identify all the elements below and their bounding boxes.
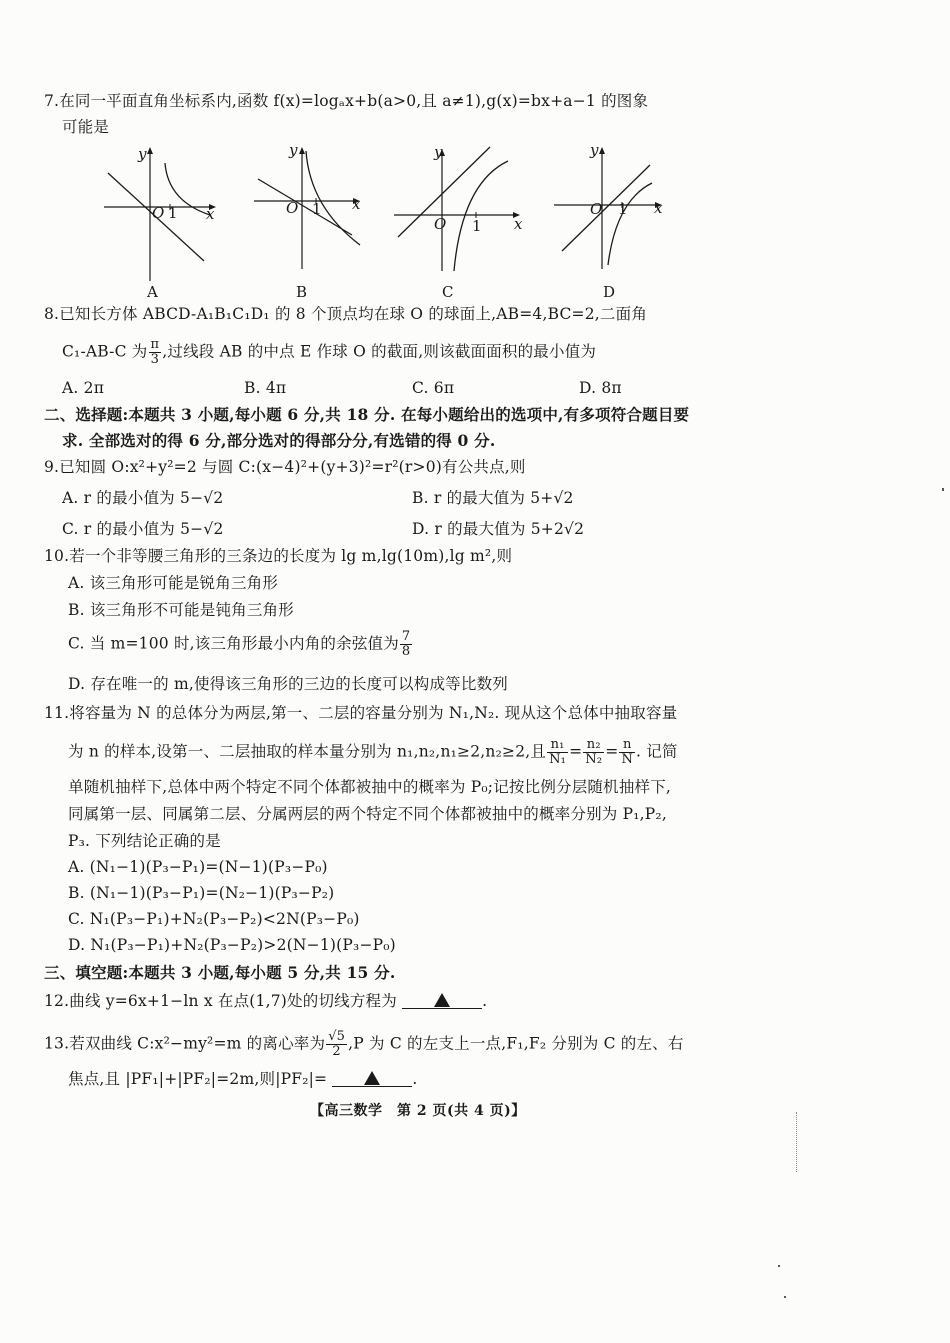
graph-d-y-label: y [590,141,599,159]
graph-d-origin: O [590,200,603,218]
graph-a-one: 1 [168,204,178,222]
q11-f1-den: N₁ [549,752,567,767]
q12-stem [44,990,487,1012]
q13-line1-a: 13.若双曲线 C:x²−my²=m 的离心率为 [44,1034,326,1053]
q11-line4: 同属第一层、同属第二层、分属两层的两个特定不同个体都被抽中的概率分别为 P₁,P₂, [68,805,667,823]
section2-heading-line1: 二、选择题:本题共 3 小题,每小题 6 分,共 18 分. 在每小题给出的选项中,有多项符合题目要 [44,405,690,424]
graph-a-x-label: x [206,205,215,223]
q13-line1 [44,1030,684,1059]
graph-b-one: 1 [312,200,322,218]
q8-frac-num: π [150,337,160,352]
q11-f1-num: n₁ [547,738,568,753]
q13-line2-text: 焦点,且 |PF₁|+|PF₂|=2m,则|PF₂|= [68,1070,328,1088]
q11-line3: 单随机抽样下,总体中两个特定不同个体都被抽中的概率为 P₀;记按比例分层随机抽样下, [68,778,672,796]
q13-line1-b: ,P 为 C 的左支上一点,F₁,F₂ 分别为 C 的左、右 [348,1034,684,1053]
q8-fraction [149,338,162,367]
q9-option-b: B. r 的最大值为 5+√2 [412,489,574,507]
graph-d-letter: D [603,283,616,301]
q8-option-d: D. 8π [579,379,622,397]
q7-graph-a [100,143,220,303]
q8-option-b: B. 4π [244,379,287,397]
graph-a-letter: A [147,283,158,301]
q10-option-c-text: C. 当 m=100 时,该三角形最小内角的余弦值为 [68,634,399,653]
q13-end: . [412,1070,418,1088]
graph-b-x-label: x [352,195,361,213]
graph-b-y-label: y [289,141,298,159]
q10-option-d: D. 存在唯一的 m,使得该三角形的三边的长度可以构成等比数列 [68,675,508,693]
graph-c-origin: O [434,215,447,233]
q11-eq-2: = [605,742,619,761]
q8-stem-line2 [62,338,596,367]
graph-d-x-label: x [654,199,663,217]
graph-a-origin: O [152,204,165,222]
q11-option-b: B. (N₁−1)(P₃−P₁)=(N₂−1)(P₃−P₂) [68,884,335,902]
q11-f3-num: n [619,738,635,753]
q11-f2-den: N₂ [585,752,603,767]
q10-stem: 10.若一个非等腰三角形的三条边的长度为 lg m,lg(10m),lg m²,则 [44,547,513,565]
q7-graph-d [552,143,672,303]
q10-option-b: B. 该三角形不可能是钝角三角形 [68,601,294,619]
q9-option-a: A. r 的最小值为 5−√2 [62,489,224,507]
graph-d-one: 1 [618,200,628,218]
q11-line1: 11.将容量为 N 的总体分为两层,第一、二层的容量分别为 N₁,N₂. 现从这个总体中抽取容量 [44,704,678,722]
q11-option-a: A. (N₁−1)(P₃−P₁)=(N−1)(P₃−P₀) [68,858,328,876]
q10-frac-num: 7 [401,629,411,644]
graph-c-one: 1 [472,217,482,235]
graph-b-origin: O [286,199,299,217]
q13-answer-blank[interactable] [332,1068,412,1087]
q11-line5: P₃. 下列结论正确的是 [68,832,221,850]
q8-line2-b: ,过线段 AB 的中点 E 作球 O 的截面,则该截面面积的最小值为 [162,342,597,361]
q9-stem: 9.已知圆 O:x²+y²=2 与圆 C:(x−4)²+(y+3)²=r²(r>0)有公共点,则 [44,458,526,476]
q11-frac-1 [547,738,568,767]
q11-line2 [68,738,678,767]
q7-graph-c [390,143,530,303]
scan-speck [784,1296,786,1298]
q11-frac-2 [583,738,604,767]
q11-line2-b: . 记简 [636,742,678,761]
q13-line2 [68,1068,418,1090]
q12-answer-blank[interactable] [402,990,482,1009]
q8-frac-den: 3 [150,352,160,367]
q11-f2-num: n₂ [583,738,604,753]
q11-f3-den: N [621,752,634,767]
q11-line2-a: 为 n 的样本,设第一、二层抽取的样本量分别为 n₁,n₂,n₁≥2,n₂≥2,且 [68,742,547,761]
q8-option-c: C. 6π [412,379,455,397]
q13-fraction [326,1030,347,1059]
graph-b-letter: B [296,283,308,301]
q13-frac-den: 2 [332,1044,341,1059]
q11-option-d: D. N₁(P₃−P₁)+N₂(P₃−P₂)>2(N−1)(P₃−P₀) [68,936,396,954]
q11-eq-1: = [569,742,583,761]
q12-text: 12.曲线 y=6x+1−ln x 在点(1,7)处的切线方程为 [44,992,397,1010]
q10-option-c-fraction [400,630,412,659]
q10-option-a: A. 该三角形可能是锐角三角形 [68,574,279,592]
page-footer: 【高三数学 第 2 页(共 4 页)】 [310,1103,526,1119]
section3-heading: 三、填空题:本题共 3 小题,每小题 5 分,共 15 分. [44,963,396,982]
graph-c-y-label: y [434,143,443,161]
triangle-icon [364,1071,380,1085]
q7-stem-line1: 7.在同一平面直角坐标系内,函数 f(x)=logₐx+b(a>0,且 a≠1),g(x)=bx+a−1 的图象 [44,92,649,110]
q11-option-c: C. N₁(P₃−P₁)+N₂(P₃−P₂)<2N(P₃−P₀) [68,910,360,928]
q13-frac-num: √5 [328,1029,346,1044]
scan-speck [942,488,944,491]
q9-option-d: D. r 的最大值为 5+2√2 [412,520,585,538]
triangle-icon [434,993,450,1007]
q8-stem-line1: 8.已知长方体 ABCD-A₁B₁C₁D₁ 的 8 个顶点均在球 O 的球面上,AB=4,BC=2,二面角 [44,305,648,323]
graph-c-letter: C [442,283,454,301]
scan-speck [778,1265,780,1267]
q12-end: . [482,992,488,1010]
q8-line2-a: C₁-AB-C 为 [62,342,148,361]
graph-c-x-label: x [514,215,523,233]
q7-graph-b [252,143,372,303]
q9-option-c: C. r 的最小值为 5−√2 [62,520,224,538]
q10-option-c [68,630,413,659]
section2-heading-line2: 求. 全部选对的得 6 分,部分选对的得部分分,有选错的得 0 分. [62,431,496,450]
q10-frac-den: 8 [401,644,411,659]
graph-a-y-label: y [138,145,147,163]
q8-option-a: A. 2π [62,379,105,397]
scan-dots [796,1112,799,1172]
q11-frac-3 [619,738,635,767]
q7-stem-line2: 可能是 [62,118,110,136]
